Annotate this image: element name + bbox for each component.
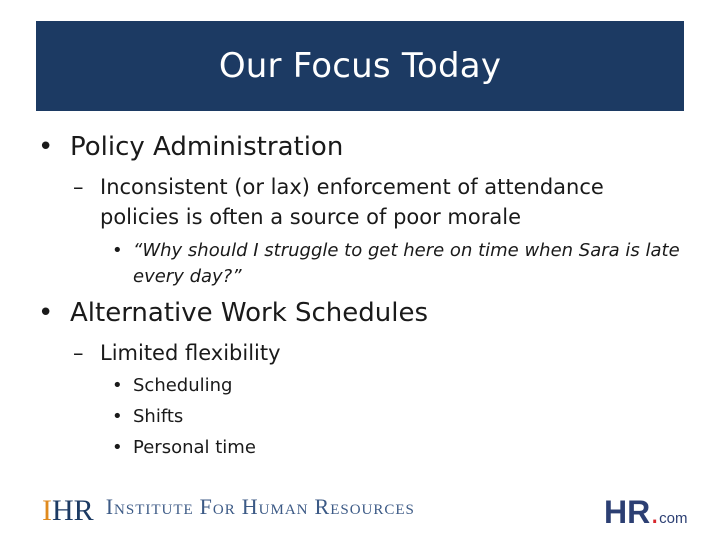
- quote-item: [112, 238, 684, 290]
- bullet-heading: Alternative Work Schedules: [70, 298, 429, 328]
- list-item-scheduling: [112, 373, 232, 399]
- bullet-marker: •: [112, 375, 123, 396]
- bullet-alternative-work-schedules: [38, 296, 428, 330]
- subpoint-text: Inconsistent (or lax) enforcement of attendance policies is often a source of poor morale: [100, 175, 604, 229]
- bullet-policy-administration: [38, 130, 343, 164]
- subpoint-inconsistent-enforcement: [73, 172, 683, 232]
- bullet-marker: •: [112, 437, 123, 458]
- bullet-heading: Policy Administration: [70, 132, 344, 162]
- organization-name: INSTITUTE FOR HUMAN RESOURCES: [105, 494, 415, 519]
- bullet-marker: •: [38, 132, 54, 162]
- list-item-text: Shifts: [133, 406, 184, 427]
- ihr-logo-icon: [42, 488, 94, 526]
- list-item-personal-time: [112, 435, 256, 461]
- slide-title: Our Focus Today: [218, 46, 502, 86]
- dash-marker: –: [73, 341, 84, 365]
- bullet-marker: •: [112, 406, 123, 427]
- subpoint-text: Limited flexibility: [100, 341, 281, 365]
- hr-com-logo: [604, 488, 687, 528]
- subpoint-limited-flexibility: [73, 338, 281, 368]
- dash-marker: –: [73, 175, 84, 199]
- bullet-marker: •: [112, 240, 123, 261]
- ihr-letter-i: I: [42, 494, 52, 527]
- list-item-shifts: [112, 404, 183, 430]
- hr-logo-text: HR: [604, 494, 651, 530]
- ihr-letter-r: R: [73, 494, 94, 527]
- ihr-logo-block: [42, 486, 415, 528]
- list-item-text: Personal time: [133, 437, 256, 458]
- bullet-marker: •: [38, 298, 54, 328]
- quote-text: “Why should I struggle to get here on time when Sara is late every day?”: [133, 240, 680, 287]
- hr-logo-dot: .: [650, 497, 660, 530]
- ihr-letter-h: H: [52, 494, 74, 527]
- list-item-text: Scheduling: [133, 375, 233, 396]
- hr-logo-suffix: com: [659, 509, 688, 527]
